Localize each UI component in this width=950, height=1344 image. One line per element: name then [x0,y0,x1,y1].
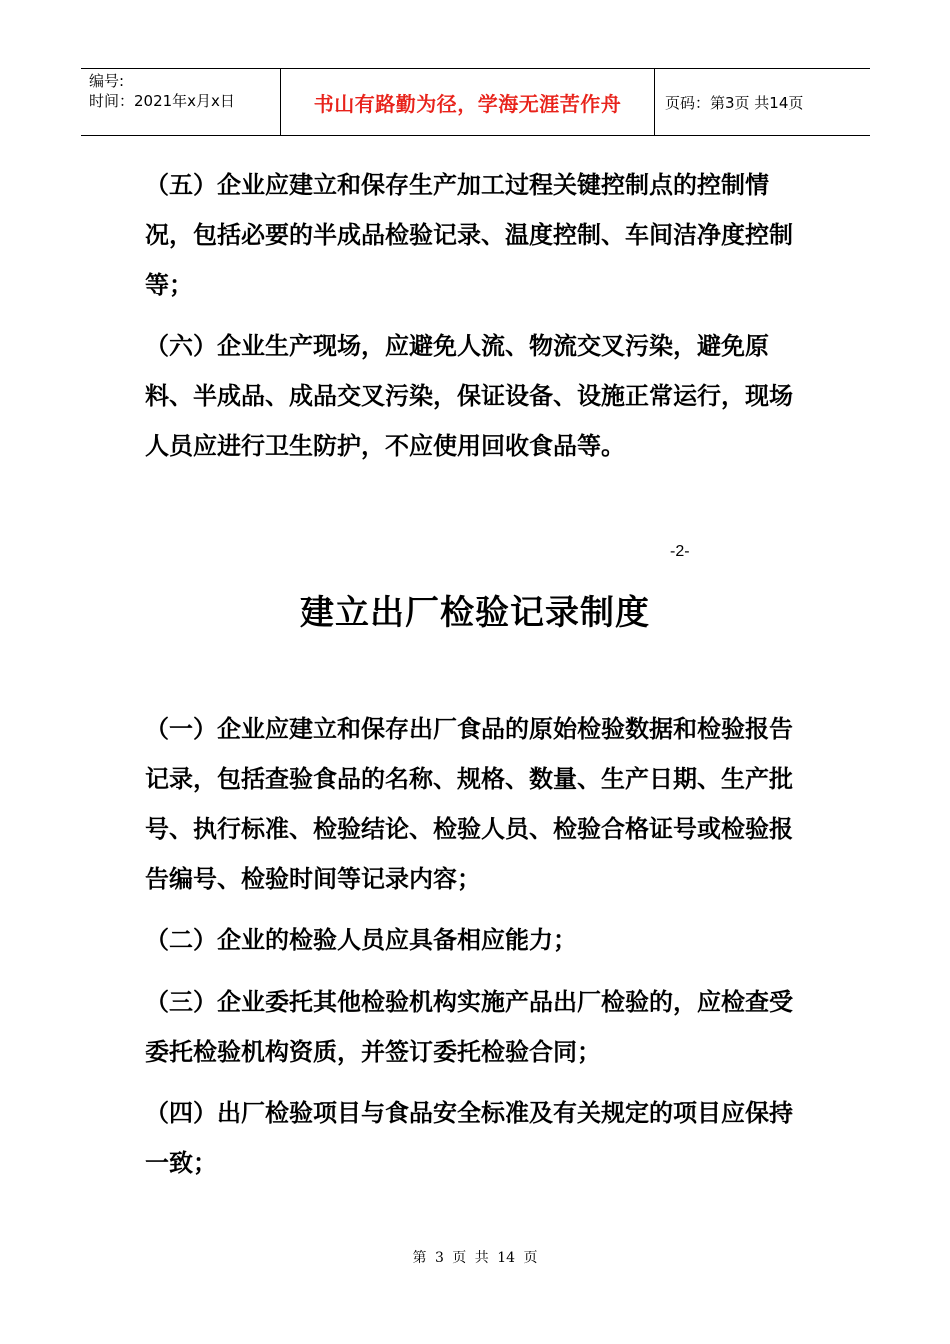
page-marker: -2- [670,543,690,560]
paragraph-2: （二）企业的检验人员应具备相应能力； [145,926,577,954]
number-label: 编号: [89,72,125,90]
section-title: 建立出厂检验记录制度 [300,593,650,633]
header-meta [81,69,281,135]
paragraph-3: （三）企业委托其他检验机构实施产品出厂检验的，应检查受委托检验机构资质，并签订委托检验合同； [145,988,793,1066]
paragraph-5: （五）企业应建立和保存生产加工过程关键控制点的控制情况，包括必要的半成品检验记录、温度控制、车间洁净度控制等； [145,171,793,299]
paragraph-6: （六）企业生产现场，应避免人流、物流交叉污染，避免原料、半成品、成品交叉污染，保证设备、设施正常运行，现场人员应进行卫生防护，不应使用回收食品等。 [145,332,793,460]
header-motto: 书山有路勤为径，学海无涯苦作舟 [281,69,655,135]
document-header [81,68,870,136]
paragraph-1: （一）企业应建立和保存出厂食品的原始检验数据和检验报告记录，包括查验食品的名称、规格、数量、生产日期、生产批号、执行标准、检验结论、检验人员、检验合格证号或检验报告编号、检验时间等记录内容； [145,715,793,893]
paragraph-4: （四）出厂检验项目与食品安全标准及有关规定的项目应保持一致； [145,1099,793,1177]
time-label: 时间：2021年x月x日 [89,92,235,110]
header-page-info: 页码：第3页 共14页 [665,93,804,112]
page-footer: 第 3 页 共 14 页 [412,1250,538,1266]
